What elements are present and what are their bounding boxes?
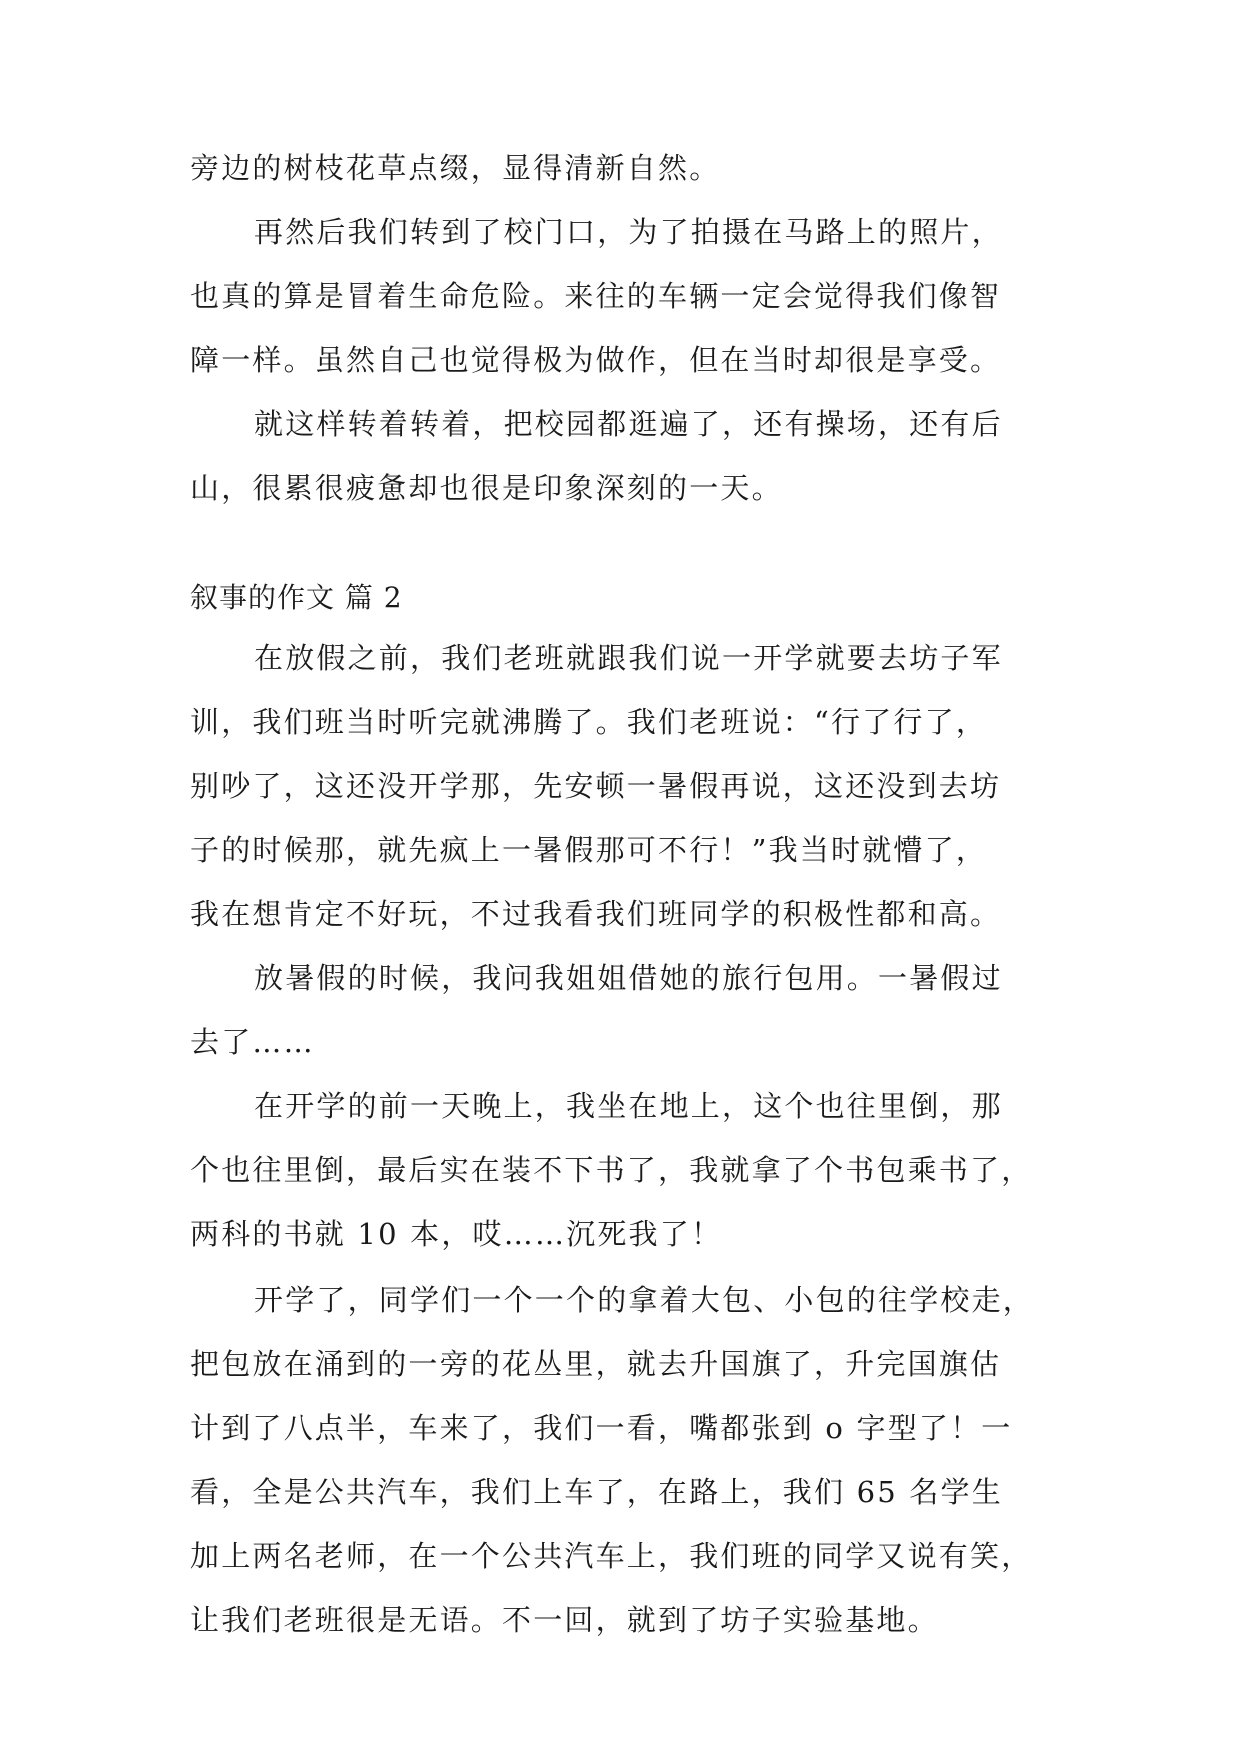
paragraph-line: 去了……	[190, 1025, 315, 1059]
paragraph-line: 两科的书就 10 本，哎……沉死我了！	[190, 1217, 723, 1251]
section-heading: 叙事的作文 篇 2	[190, 581, 403, 614]
paragraph-line: 就这样转着转着，把校园都逛遍了，还有操场，还有后	[254, 407, 1003, 441]
paragraph-line: 障一样。虽然自己也觉得极为做作，但在当时却很是享受。	[190, 343, 1002, 377]
paragraph-line: 放暑假的时候，我问我姐姐借她的旅行包用。一暑假过	[254, 961, 1003, 995]
paragraph-line: 再然后我们转到了校门口，为了拍摄在马路上的照片，	[254, 215, 1003, 249]
paragraph-line: 让我们老班很是无语。不一回，就到了坊子实验基地。	[190, 1603, 939, 1637]
paragraph-line: 看，全是公共汽车，我们上车了，在路上，我们 65 名学生	[190, 1475, 1003, 1509]
paragraph-line: 别吵了，这还没开学那，先安顿一暑假再说，这还没到去坊	[190, 769, 1002, 803]
paragraph-line: 开学了，同学们一个一个的拿着大包、小包的往学校走，	[254, 1283, 1035, 1317]
paragraph-line: 我在想肯定不好玩，不过我看我们班同学的积极性都和高。	[190, 897, 1002, 931]
paragraph-line: 计到了八点半，车来了，我们一看，嘴都张到 o 字型了！一	[190, 1411, 1013, 1445]
paragraph-line: 也真的算是冒着生命危险。来往的车辆一定会觉得我们像智	[190, 279, 1002, 313]
paragraph-line: 旁边的树枝花草点缀，显得清新自然。	[190, 151, 721, 185]
paragraph-line: 在放假之前，我们老班就跟我们说一开学就要去坊子军	[254, 641, 1003, 675]
paragraph-line: 山，很累很疲惫却也很是印象深刻的一天。	[190, 471, 783, 505]
paragraph-line: 把包放在涌到的一旁的花丛里，就去升国旗了，升完国旗估	[190, 1347, 1002, 1381]
paragraph-line: 训，我们班当时听完就沸腾了。我们老班说：“行了行了，	[190, 705, 988, 739]
paragraph-line: 个也往里倒，最后实在装不下书了，我就拿了个书包乘书了，	[190, 1153, 1033, 1187]
paragraph-line: 子的时候那，就先疯上一暑假那可不行！”我当时就懵了，	[190, 833, 988, 867]
paragraph-line: 在开学的前一天晚上，我坐在地上，这个也往里倒，那	[254, 1089, 1003, 1123]
paragraph-line: 加上两名老师，在一个公共汽车上，我们班的同学又说有笑，	[190, 1539, 1033, 1573]
